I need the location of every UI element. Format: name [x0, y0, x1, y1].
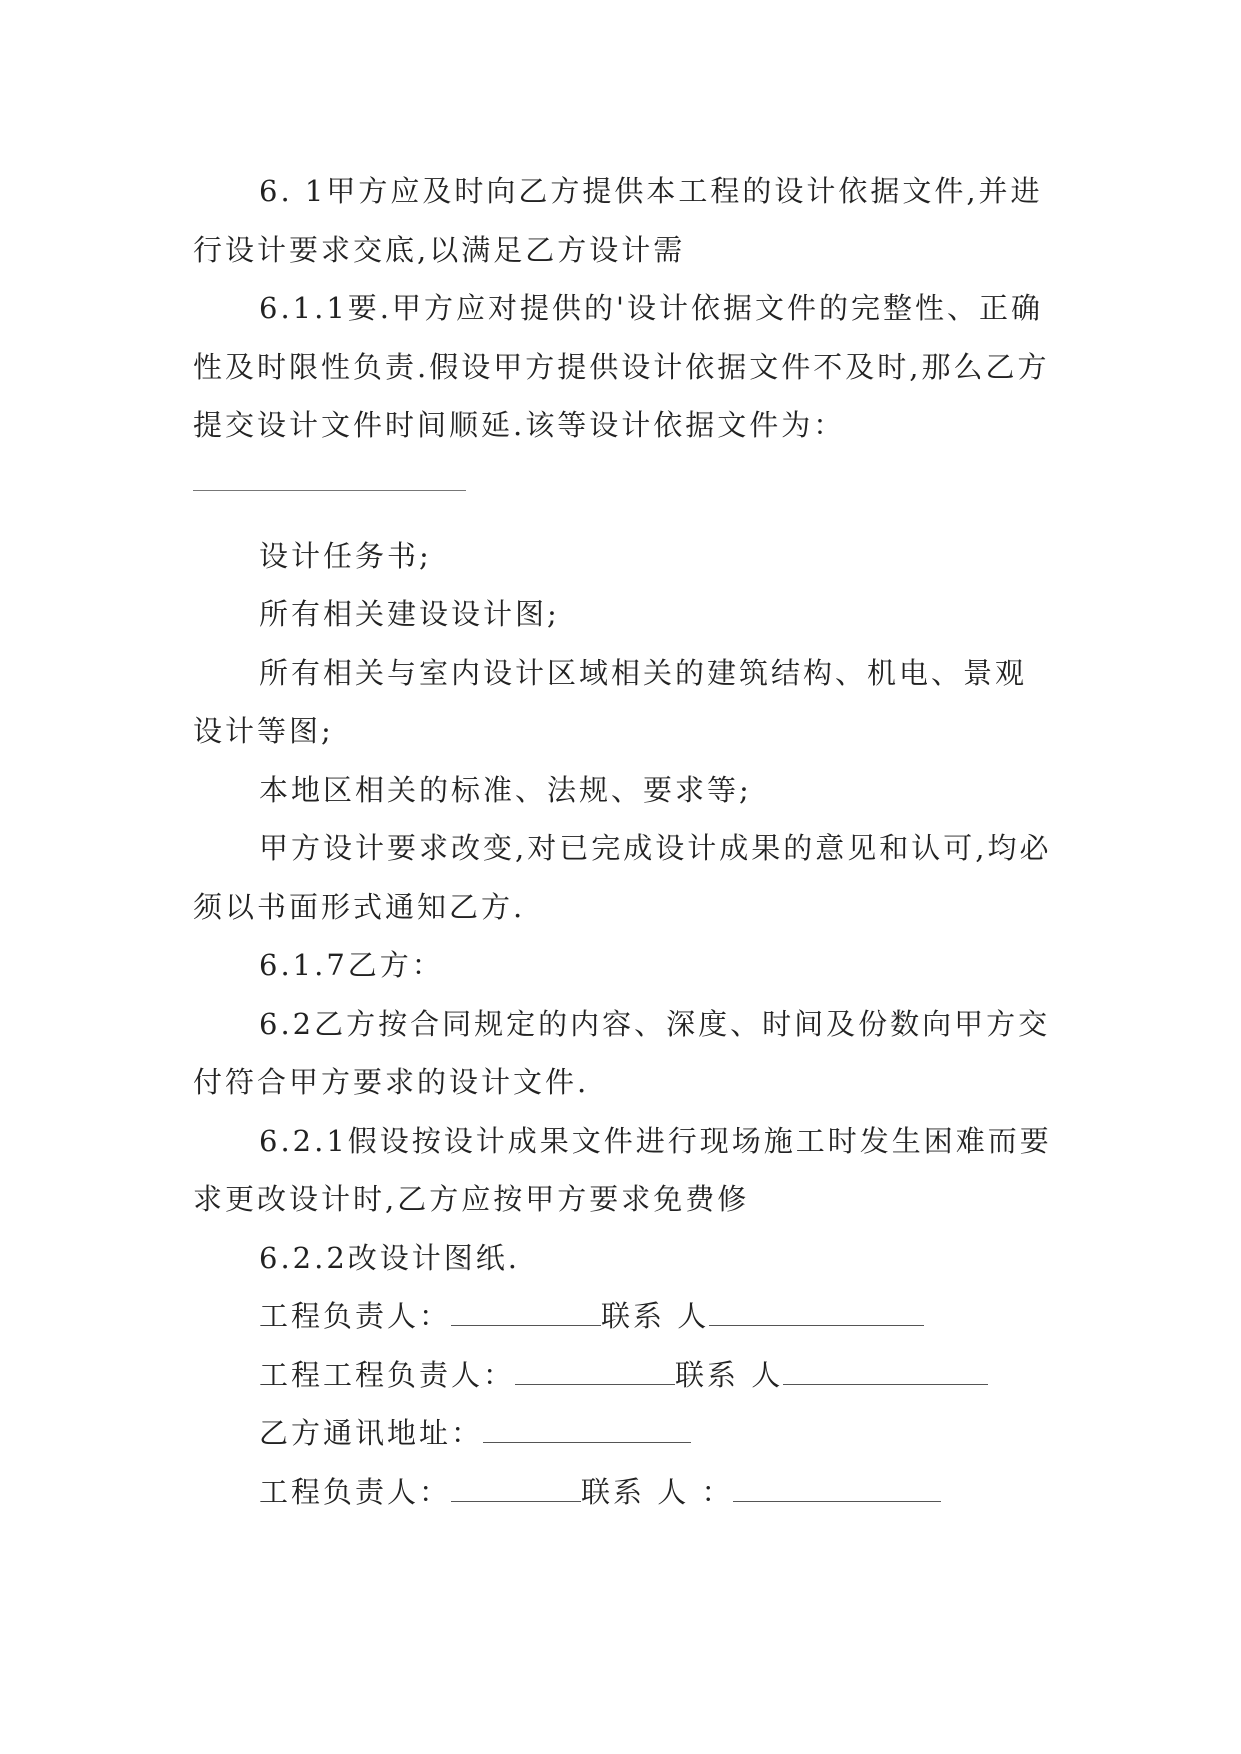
engineering-lead-label: 工程工程负责人：	[259, 1357, 516, 1392]
party-b-address-label: 乙方通讯地址：	[259, 1416, 484, 1450]
paragraph-6-1-1: 6.1.1要.甲方应对提供的'设计依据文件的完整性、正确性及时限性负责.假设甲方提供设计依据文件不及时,那么乙方提交设计文件时间顺延.该等设计依据文件为：	[193, 291, 1050, 442]
paragraph-written-notice: 甲方设计要求改变,对已完成设计成果的意见和认可,均必须以书面形式通知乙方.	[193, 831, 1052, 924]
project-lead-label: 工程负责人：	[259, 1474, 452, 1509]
paragraph-6-1: 6. 1甲方应及时向乙方提供本工程的设计依据文件,并进行设计要求交底,以满足乙方设计需	[193, 174, 1043, 267]
paragraph-6-1-7: 6.1.7乙方：	[259, 948, 444, 982]
engineering-lead-blank[interactable]	[515, 1358, 675, 1385]
document-body	[193, 162, 1053, 1521]
project-lead-label: 工程负责人：	[259, 1299, 452, 1333]
form-line-party-b-address	[193, 1404, 1053, 1463]
form-line-project-lead-2	[193, 1463, 1053, 1522]
paragraph-6-2-1: 6.2.1假设按设计成果文件进行现场施工时发生困难而要求更改设计时,乙方应按甲方要求免费修	[193, 1123, 1052, 1216]
list-item-design-brief: 设计任务书;	[259, 538, 432, 573]
list-item-local-standards: 本地区相关的标准、法规、要求等;	[259, 772, 752, 807]
project-lead-blank[interactable]	[451, 1475, 581, 1502]
form-line-engineering-lead	[193, 1346, 1053, 1405]
contact-label: 联系 人 ：	[581, 1474, 734, 1509]
list-item-related-drawings: 所有相关与室内设计区域相关的建筑结构、机电、景观设计等图;	[193, 655, 1028, 748]
contact-blank[interactable]	[733, 1475, 941, 1502]
contact-blank[interactable]	[783, 1358, 988, 1385]
paragraph-6-2: 6.2乙方按合同规定的内容、深度、时间及份数向甲方交付符合甲方要求的设计文件.	[193, 1006, 1051, 1099]
fill-in-rule	[193, 490, 466, 491]
project-lead-blank[interactable]	[451, 1299, 601, 1326]
paragraph-6-2-2: 6.2.2改设计图纸.	[259, 1240, 521, 1275]
party-b-address-blank[interactable]	[483, 1416, 691, 1443]
contact-blank[interactable]	[709, 1299, 924, 1326]
contact-label: 联系 人	[601, 1299, 710, 1333]
list-item-construction-drawings: 所有相关建设设计图;	[259, 597, 560, 631]
contact-label: 联系 人	[675, 1357, 784, 1392]
form-line-project-lead	[193, 1287, 1053, 1346]
